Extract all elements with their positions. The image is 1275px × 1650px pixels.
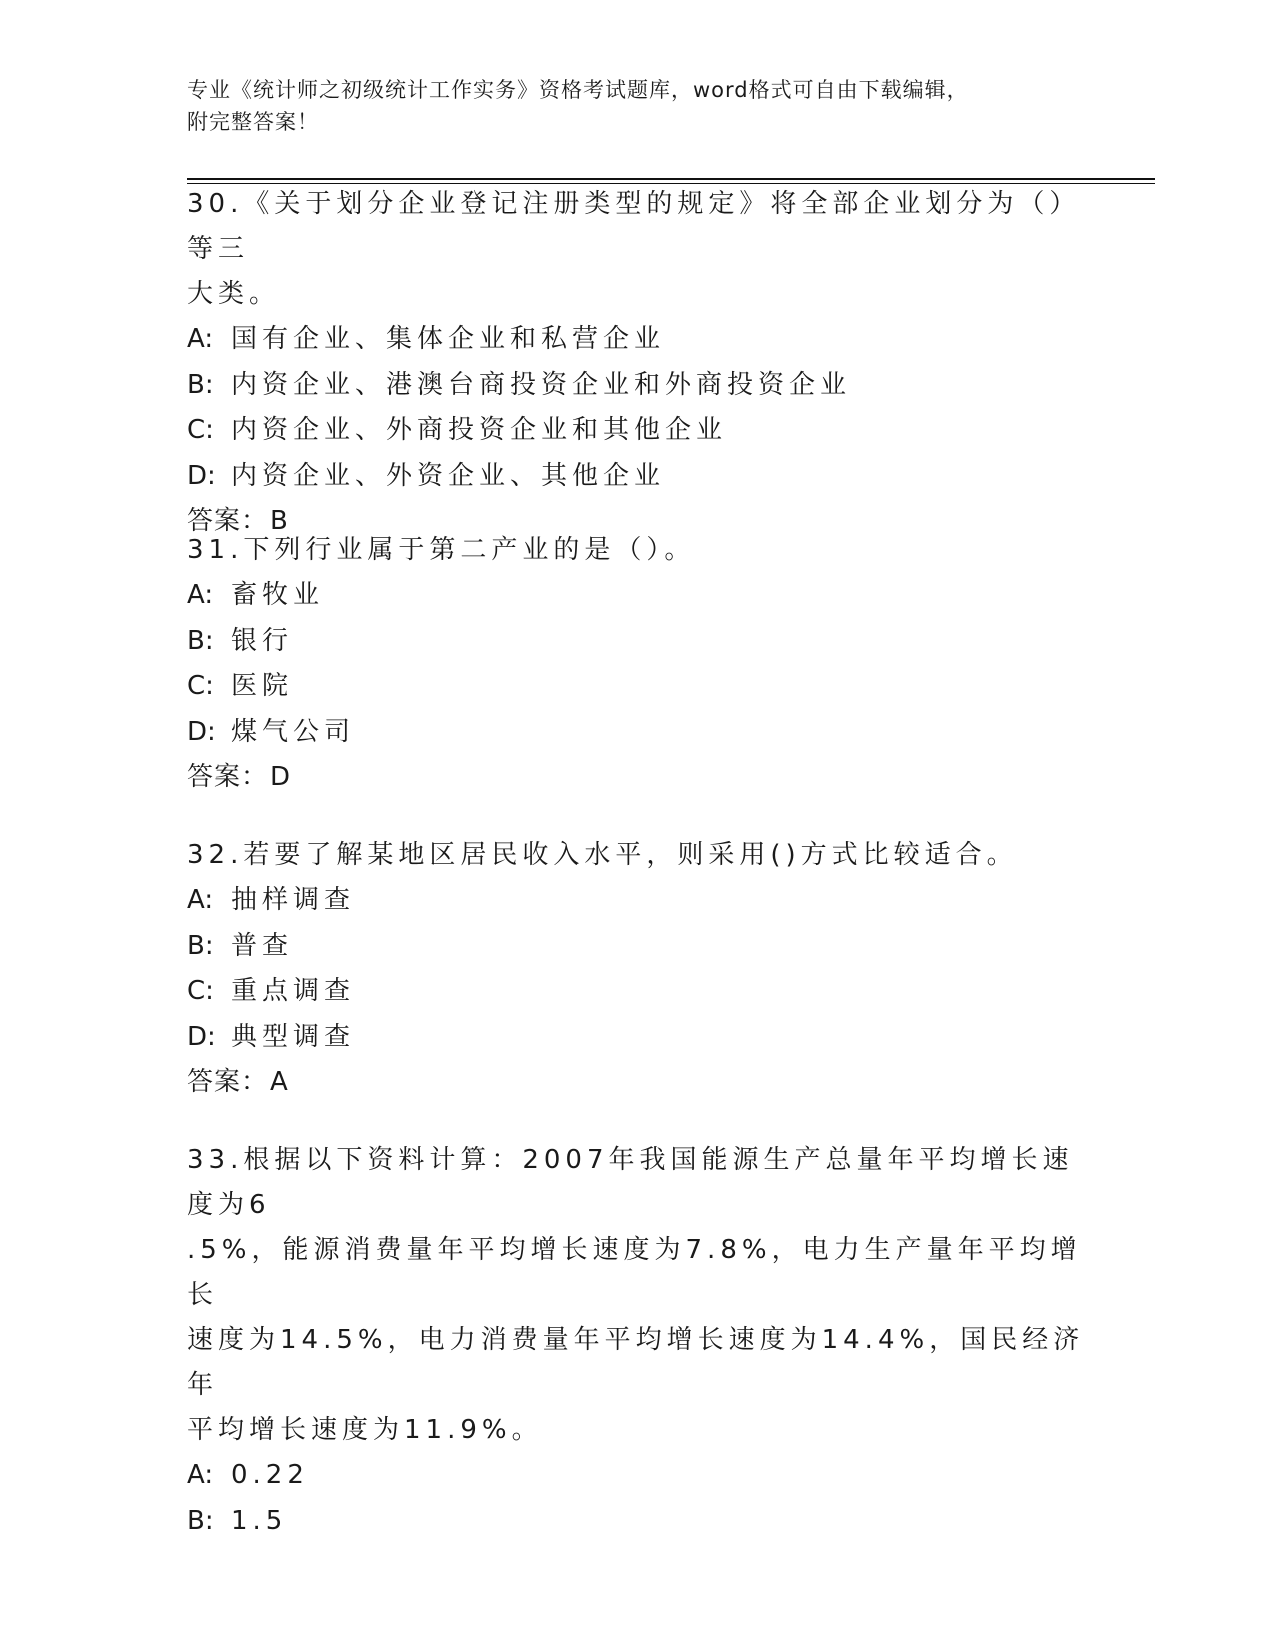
question-30 (187, 182, 1087, 544)
option-text: 抽样调查 (231, 885, 356, 915)
answer-label: 答案： (187, 506, 269, 536)
header-note (187, 74, 1067, 138)
answer-value: A (270, 1067, 289, 1097)
answer-label: 答案： (187, 1067, 269, 1097)
option-key: C: (187, 415, 214, 445)
question-stem-line: 31.下列行业属于第二产业的是（）。 (187, 535, 696, 565)
option-b (187, 619, 1087, 665)
option-key: A: (187, 885, 214, 915)
answer-line (187, 755, 1087, 800)
option-a (187, 317, 1087, 363)
option-key: D: (187, 460, 216, 491)
answer-value: D (270, 762, 292, 792)
option-key: D: (187, 1021, 216, 1052)
option-text: 内资企业、外商投资企业和其他企业 (231, 415, 728, 445)
question-31 (187, 528, 1087, 800)
option-text: 煤气公司 (231, 716, 356, 747)
option-text: 典型调查 (231, 1021, 356, 1052)
header-line-2: 附完整答案！ (187, 110, 319, 134)
option-text: 国有企业、集体企业和私营企业 (231, 324, 666, 354)
option-text: 0.22 (231, 1460, 309, 1490)
option-text: 内资企业、港澳台商投资企业和外商投资企业 (231, 369, 852, 400)
option-key: C: (187, 976, 214, 1006)
option-d (187, 710, 1087, 756)
answer-value: B (270, 506, 289, 536)
question-stem-line: 30.《关于划分企业登记注册类型的规定》将全部企业划分为（）等三 (187, 189, 1081, 264)
option-text: 畜牧业 (231, 580, 325, 610)
question-stem-line: 33.根据以下资料计算：2007年我国能源生产总量年平均增长速度为6 (187, 1145, 1074, 1220)
header-divider-thick (187, 178, 1155, 180)
question-stem-line: 大类。 (187, 279, 281, 309)
option-key: A: (187, 580, 214, 610)
option-text: 重点调查 (231, 976, 356, 1006)
option-a (187, 878, 1087, 924)
option-key: B: (187, 1505, 214, 1536)
option-text: 医院 (231, 671, 294, 701)
header-line-1: 专业《统计师之初级统计工作实务》资格考试题库，word格式可自由下载编辑， (187, 78, 969, 102)
question-stem-line: .5%，能源消费量年平均增长速度为7.8%，电力生产量年平均增长 (187, 1235, 1082, 1310)
answer-line (187, 1060, 1087, 1105)
option-key: A: (187, 1460, 214, 1490)
option-text: 银行 (231, 625, 294, 656)
option-b (187, 1499, 1087, 1545)
option-a (187, 573, 1087, 619)
option-c (187, 408, 1087, 454)
option-b (187, 924, 1087, 970)
option-key: D: (187, 716, 216, 747)
question-33 (187, 1138, 1087, 1544)
answer-label: 答案： (187, 762, 269, 792)
option-d (187, 454, 1087, 500)
question-stem-line: 速度为14.5%，电力消费量年平均增长速度为14.4%，国民经济年 (187, 1325, 1085, 1400)
option-key: A: (187, 324, 214, 354)
option-text: 普查 (231, 930, 294, 961)
question-stem-line: 平均增长速度为11.9%。 (187, 1415, 543, 1445)
option-d (187, 1015, 1087, 1061)
option-c (187, 969, 1087, 1015)
option-a (187, 1453, 1087, 1499)
option-text: 1.5 (231, 1505, 288, 1536)
option-b (187, 363, 1087, 409)
question-32 (187, 833, 1087, 1105)
option-key: C: (187, 671, 214, 701)
option-key: B: (187, 369, 214, 400)
option-c (187, 664, 1087, 710)
question-stem-line: 32.若要了解某地区居民收入水平，则采用()方式比较适合。 (187, 840, 1018, 870)
option-key: B: (187, 930, 214, 961)
option-key: B: (187, 625, 214, 656)
option-text: 内资企业、外资企业、其他企业 (231, 460, 666, 491)
